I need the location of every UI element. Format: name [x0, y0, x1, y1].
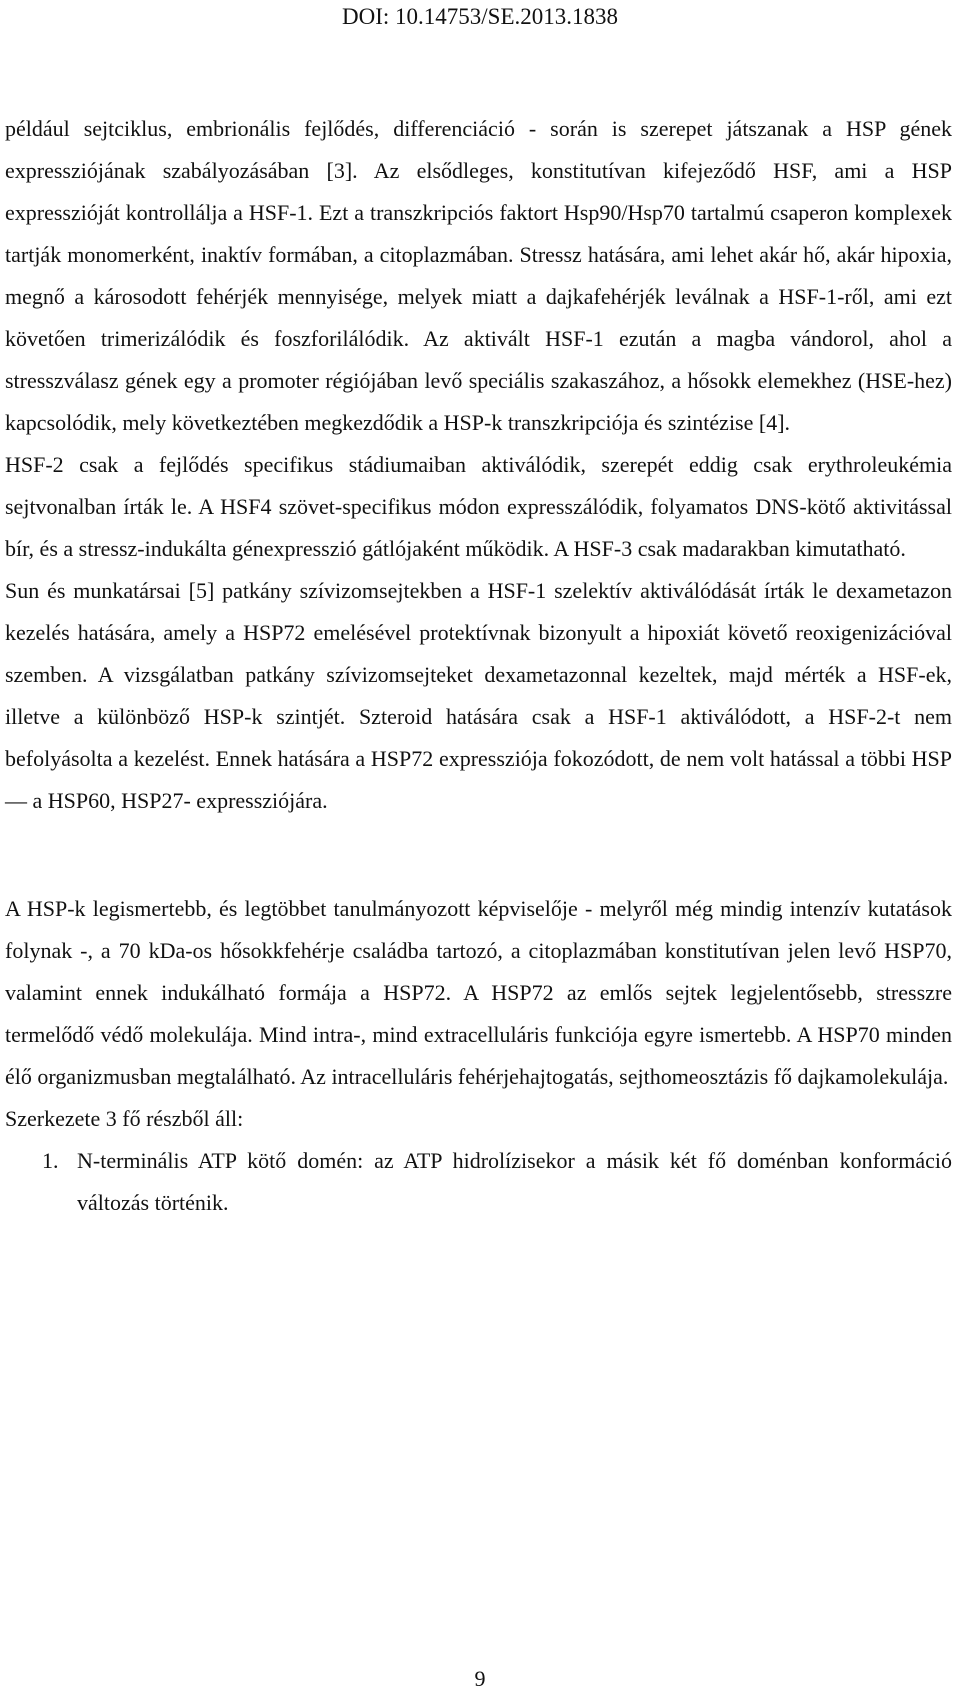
- body-text: [5, 108, 952, 1224]
- doi-header: DOI: 10.14753/SE.2013.1838: [342, 4, 618, 29]
- list-item: [5, 1140, 952, 1224]
- structure-list: [5, 1140, 952, 1224]
- paragraph-sun-study: Sun és munkatársai [5] patkány szívizomsejtekben a HSF-1 szelektív aktiválódását írták le dexametazon kezelés hatására, amely a HSP72 emelésével protektívnak bizonyult a hipoxiát követő reoxigenizációval szemben. A vizsgálatban patkány szívizomsejteket dexametazonnal kezeltek, majd mérték a HSF-ek, illetve a különböző HSP-k szintjét. Szteroid hatására csak a HSF-1 aktiválódott, a HSF-2-t nem befolyásolta a kezelést. Ennek hatására a HSP72 expressziója fokozódott, de nem volt hatással a többi HSP — a HSP60, HSP27- expressziójára.: [5, 578, 952, 813]
- paragraph-structure-intro: Szerkezete 3 fő részből áll:: [5, 1106, 244, 1131]
- paragraph-hsf2-hsf4: HSF-2 csak a fejlődés specifikus stádiumaiban aktiválódik, szerepét eddig csak erythroleukémia sejtvonalban írták le. A HSF4 szövet-specifikus módon expresszálódik, folyamatos DNS-kötő aktivitással bír, és a stressz-indukálta génexpresszió gátlójaként működik. A HSF-3 csak madarakban kimutatható.: [5, 452, 952, 561]
- list-item-number: 1.: [42, 1148, 59, 1173]
- list-item-text: N-terminális ATP kötő domén: az ATP hidrolízisekor a másik két fő doménban konformáció változás történik.: [77, 1148, 952, 1215]
- paragraph-hsf1-activation: például sejtciklus, embrionális fejlődés, differenciáció - során is szerepet játszanak a HSP gének expressziójának szabályozásában [3]. Az elsődleges, konstitutívan kifejeződő HSF, ami a HSP expresszióját kontrollálja a HSF-1. Ezt a transzkripciós faktort Hsp90/Hsp70 tartalmú csaperon komplexek tartják monomerként, inaktív formában, a citoplazmában. Stressz hatására, ami lehet akár hő, akár hipoxia, megnő a károsodott fehérjék mennyisége, melyek miatt a dajkafehérjék leválnak a HSF-1-ről, ami ezt követően trimerizálódik és foszforilálódik. Az aktivált HSF-1 ezután a magba vándorol, ahol a stresszválasz gének egy a promoter régiójában levő speciális szakaszához, a hősokk elemekhez (HSE-hez) kapcsolódik, mely következtében megkezdődik a HSP-k transzkripciója és szintézise [4].: [5, 116, 952, 435]
- paragraph-hsp70: A HSP-k legismertebb, és legtöbbet tanulmányozott képviselője - melyről még mindig intenzív kutatások folynak -, a 70 kDa-os hősokkfehérje családba tartozó, a citoplazmában konstitutívan jelen levő HSP70, valamint ennek indukálható formája a HSP72. A HSP72 az emlős sejtek legjelentősebb, stresszre termelődő védő molekulája. Mind intra-, mind extracelluláris funkciója egyre ismertebb. A HSP70 minden élő organizmusban megtalálható. Az intracelluláris fehérjehajtogatás, sejthomeosztázis fő dajkamolekulája.: [5, 896, 952, 1089]
- page-number: 9: [474, 1666, 486, 1691]
- paragraph-spacer: [5, 822, 952, 888]
